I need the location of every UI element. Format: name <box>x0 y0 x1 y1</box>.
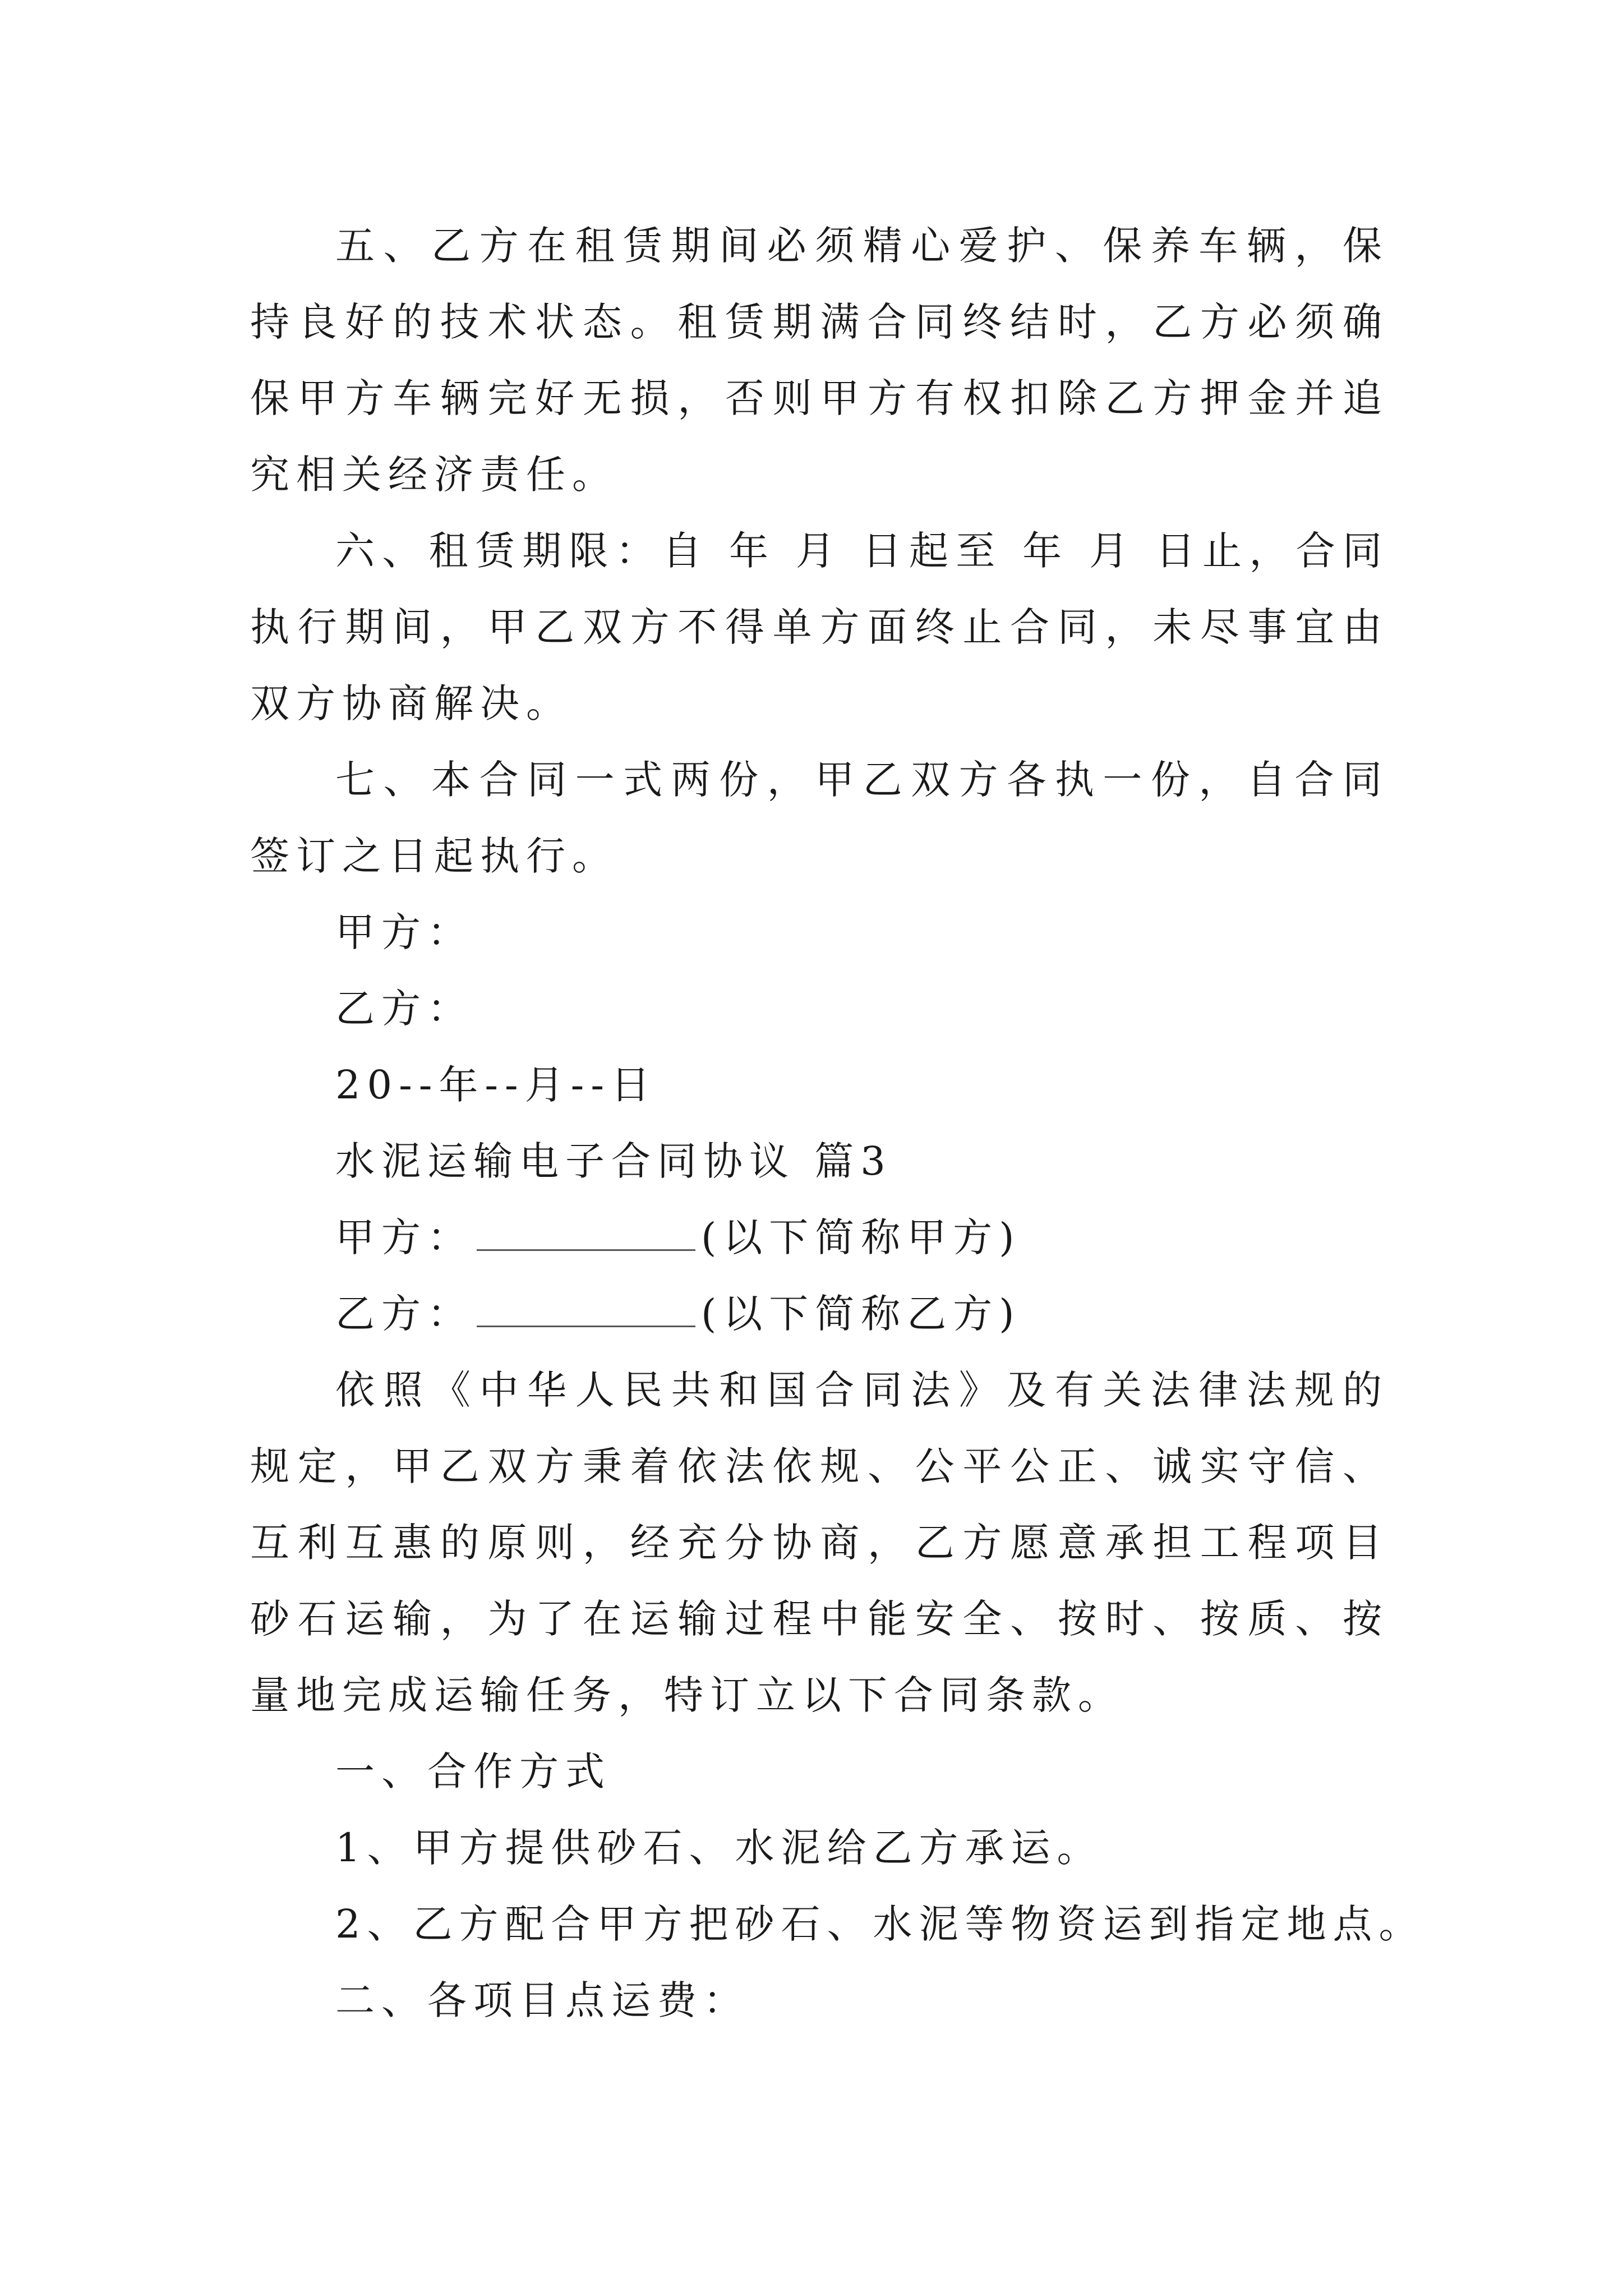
clause-1-item-2: 2、乙方配合甲方把砂石、水泥等物资运到指定地点。 <box>335 1901 1425 1947</box>
party-a-line <box>250 1199 1389 1276</box>
party-a-blank <box>477 1210 695 1251</box>
party-b-label: 乙方： <box>335 1291 473 1337</box>
party-b-line <box>250 1276 1389 1352</box>
section-title: 水泥运输电子合同协议 篇3 <box>335 1138 892 1184</box>
paragraph-clause-6: 六、租赁期限：自 年 月 日起至 年 月 日止，合同执行期间，甲乙双方不得单方面终止合同，未尽事宜由双方协商解决。 <box>250 528 1389 726</box>
party-a-signature-label: 甲方： <box>335 909 473 955</box>
clause-1-title: 一、合作方式 <box>335 1749 611 1795</box>
party-a-label: 甲方： <box>335 1214 473 1260</box>
paragraph-clause-5: 五、乙方在租赁期间必须精心爱护、保养车辆，保持良好的技术状态。租赁期满合同终结时，乙方必须确保甲方车辆完好无损，否则甲方有权扣除乙方押金并追究相关经济责任。 <box>250 223 1389 498</box>
document-body <box>250 208 1425 2039</box>
party-b-signature-label: 乙方： <box>335 986 473 1032</box>
signing-date: 20--年--月--日 <box>335 1062 657 1108</box>
party-b-suffix: (以下简称乙方) <box>701 1291 1021 1337</box>
intro-paragraph: 依照《中华人民共和国合同法》及有关法律法规的规定，甲乙双方秉着依法依规、公平公正、诚实守信、互利互惠的原则，经充分协商，乙方愿意承担工程项目砂石运输，为了在运输过程中能安全、按时、按质、按量地完成运输任务，特订立以下合同条款。 <box>250 1367 1389 1718</box>
clause-2-title: 二、各项目点运费： <box>335 1977 749 2023</box>
paragraph-clause-7: 七、本合同一式两份，甲乙双方各执一份，自合同签订之日起执行。 <box>250 757 1389 879</box>
party-b-blank <box>477 1286 695 1327</box>
party-a-suffix: (以下简称甲方) <box>701 1214 1021 1260</box>
clause-1-item-1: 1、甲方提供砂石、水泥给乙方承运。 <box>335 1825 1103 1871</box>
